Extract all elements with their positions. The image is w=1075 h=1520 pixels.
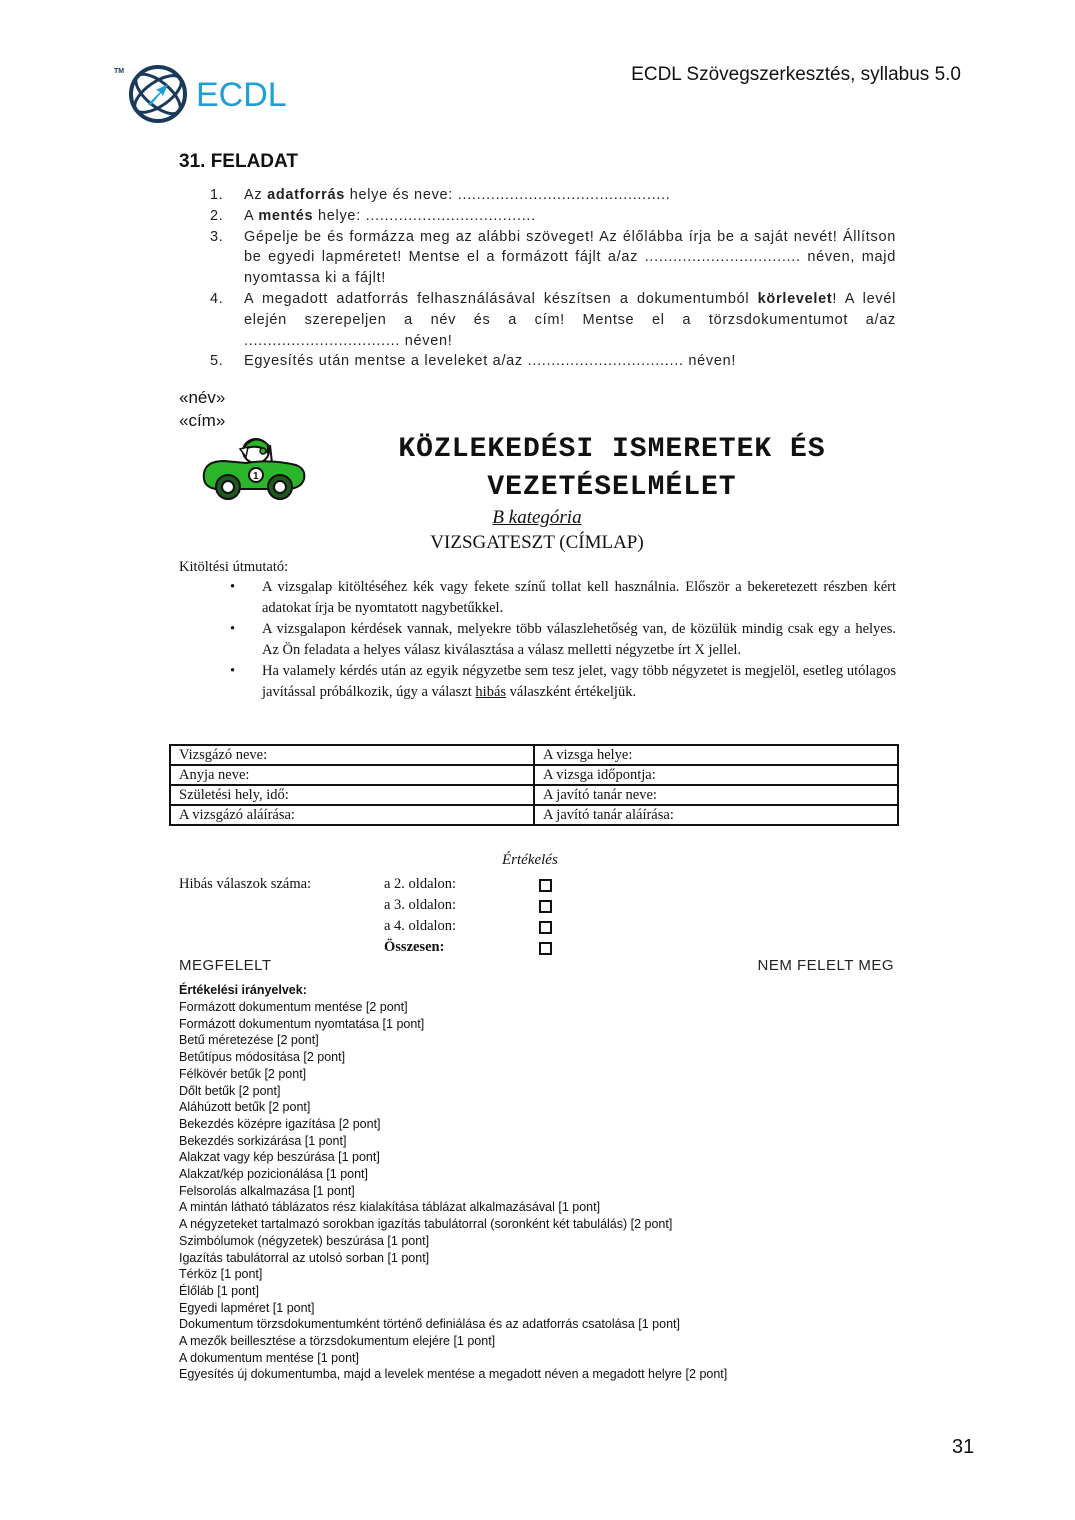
criteria-item: Alakzat vagy kép beszúrása [1 pont]: [179, 1150, 380, 1165]
evaluation-row: [179, 874, 779, 895]
checkbox-square-icon[interactable]: [539, 942, 552, 955]
page-label: a 4. oldalon:: [384, 918, 457, 934]
instruction-item: [228, 661, 896, 703]
table-cell: A vizsgázó aláírása:: [170, 805, 534, 825]
document-title: [362, 431, 862, 507]
criteria-item: Szimbólumok (négyzetek) beszúrása [1 pont]: [179, 1233, 430, 1248]
evaluation-title: Értékelés: [502, 852, 558, 868]
task-keyword: körlevelet: [757, 290, 833, 307]
instruction-text: válaszként értékeljük.: [506, 684, 637, 700]
checkbox-square-icon[interactable]: [539, 879, 552, 892]
instructions-label: Kitöltési útmutató:: [179, 559, 289, 575]
logo-text: ECDL: [196, 76, 287, 114]
page-label: a 3. oldalon:: [384, 897, 457, 913]
race-car-icon: [200, 433, 308, 501]
page-label: a 2. oldalon:: [384, 876, 457, 892]
task-item: [210, 227, 896, 289]
criteria-item: A mezők beillesztése a törzsdokumentum elejére [1 pont]: [179, 1334, 496, 1349]
table-cell: A javító tanár neve:: [534, 785, 898, 805]
instruction-text: A vizsgalapon kérdések vannak, melyekre több válaszlehetőség van, de közülük mindig csak egy a helyes. Az Ön feladata a helyes válasz kiválasztása a válasz melletti négyzetbe írt X jellel.: [262, 621, 896, 658]
svg-text:1: 1: [253, 471, 259, 482]
trademark-mark: TM: [114, 68, 125, 75]
category-label: B kategória: [492, 507, 582, 528]
exam-info-table: [169, 744, 899, 826]
table-row: [170, 805, 898, 825]
criteria-item: Bekezdés sorkizárása [1 pont]: [179, 1133, 347, 1148]
table-cell: Vizsgázó neve:: [170, 745, 534, 765]
table-cell: Születési hely, idő:: [170, 785, 534, 805]
criteria-item: A négyzeteket tartalmazó sorokban igazítás tabulátorral (soronként két tabulálás) [2 pont]: [179, 1217, 673, 1232]
checkbox-square-icon[interactable]: [539, 921, 552, 934]
table-cell: A vizsga helye:: [534, 745, 898, 765]
ecdl-globe-icon: [126, 64, 190, 124]
header-title: ECDL Szövegszerkesztés, syllabus 5.0: [631, 64, 961, 85]
task-text: A megadott adatforrás felhasználásával készítsen a dokumentumból: [244, 290, 758, 307]
pass-label: MEGFELELT: [179, 957, 272, 974]
task-text: Egyesítés után mentse a leveleket a/az ................................. néven!: [244, 353, 737, 370]
instruction-text: Ha valamely kérdés után az egyik négyzetbe sem tesz jelet, vagy több négyzetet is megjelöl, esetleg utólagos javítással próbálkozik, úgy a választ: [262, 663, 896, 700]
task-item: [210, 351, 896, 372]
criteria-item: Dőlt betűk [2 pont]: [179, 1083, 281, 1098]
exam-title: VIZSGATESZT (CÍMLAP): [430, 532, 644, 553]
criteria-item: Formázott dokumentum mentése [2 pont]: [179, 1000, 408, 1014]
document-title-line-1: KÖZLEKEDÉSI ISMERETEK ÉS: [398, 434, 826, 465]
criteria-item: Élőláb [1 pont]: [179, 1283, 259, 1298]
task-text: Gépelje be és formázza meg az alábbi szöveget! Az élőlábba írja be a saját nevét! Állítson be egyedi lapméretet! Mentse el a formázott fájlt a/az ................................. néven, majd nyomtassa ki a fájlt!: [244, 228, 896, 287]
instruction-item: [228, 577, 896, 619]
table-row: [170, 765, 898, 785]
checkbox-square-icon[interactable]: [539, 900, 552, 913]
evaluation-row: [179, 916, 779, 937]
criteria-item: Betű méretezése [2 pont]: [179, 1033, 319, 1048]
table-cell: Anyja neve:: [170, 765, 534, 785]
criteria-item: Félkövér betűk [2 pont]: [179, 1066, 307, 1081]
instructions-list: [228, 577, 896, 703]
task-text: helye: ....................................: [313, 207, 536, 224]
task-text: A: [244, 207, 259, 224]
task-keyword: mentés: [258, 207, 314, 224]
wrong-answers-label: Hibás válaszok száma:: [179, 876, 312, 892]
criteria-item: Igazítás tabulátorral az utolsó sorban [1 pont]: [179, 1250, 430, 1265]
task-number: 4.: [210, 290, 224, 307]
task-text: helye és neve: .............................................: [344, 187, 671, 203]
table-row: [170, 745, 898, 765]
task-keyword: adatforrás: [267, 187, 345, 203]
instruction-item: [228, 619, 896, 661]
merge-field-name: «név»: [179, 388, 226, 407]
table-cell: A javító tanár aláírása:: [534, 805, 898, 825]
criteria-item: Dokumentum törzsdokumentumként történő definiálása és az adatforrás csatolása [1 pont]: [179, 1317, 680, 1332]
task-list: [210, 185, 896, 372]
criteria-item: Térköz [1 pont]: [179, 1267, 263, 1282]
task-number: 1.: [210, 187, 224, 203]
instruction-underlined: hibás: [475, 684, 507, 700]
instruction-text: A vizsgalap kitöltéséhez kék vagy fekete színű tollat kell használnia. Először a bekeretezett részben kért adatokat írja be nyomtatott nagybetűkkel.: [262, 579, 896, 616]
criteria-item: A mintán látható táblázatos rész kialakítása táblázat alkalmazásával [1 pont]: [179, 1200, 601, 1215]
criteria-item: Egyesítés új dokumentumba, majd a levelek mentése a megadott néven a megadott helyre [2 pont]: [179, 1367, 728, 1382]
criteria-item: Aláhúzott betűk [2 pont]: [179, 1100, 311, 1115]
criteria-item: Bekezdés középre igazítása [2 pont]: [179, 1116, 381, 1131]
criteria-list: [179, 999, 727, 1383]
task-number: 3.: [210, 228, 224, 245]
task-number: 5.: [210, 353, 224, 370]
evaluation-rows: [179, 874, 779, 958]
page-number: 31: [952, 1436, 975, 1458]
task-item: [210, 289, 896, 351]
bullet-icon: •: [230, 663, 236, 679]
fail-label: NEM FELELT MEG: [757, 957, 894, 974]
criteria-item: Alakzat/kép pozicionálása [1 pont]: [179, 1167, 369, 1182]
task-number: 2.: [210, 207, 224, 224]
task-item: [210, 206, 896, 227]
ecdl-logo: [114, 64, 294, 124]
bullet-icon: •: [230, 621, 236, 637]
evaluation-row: [179, 895, 779, 916]
total-label: Összesen:: [384, 939, 445, 955]
evaluation-row: [179, 937, 779, 958]
criteria-title: Értékelési irányelvek:: [179, 983, 307, 997]
merge-field-address: «cím»: [179, 411, 226, 430]
task-item: [210, 185, 896, 206]
task-text: Az: [244, 187, 268, 203]
criteria-item: Betűtípus módosítása [2 pont]: [179, 1050, 346, 1065]
table-row: [170, 785, 898, 805]
bullet-icon: •: [230, 579, 236, 595]
merge-fields: [179, 386, 225, 432]
table-cell: A vizsga időpontja:: [534, 765, 898, 785]
criteria-item: Felsorolás alkalmazása [1 pont]: [179, 1183, 355, 1198]
criteria-item: Egyedi lapméret [1 pont]: [179, 1300, 315, 1315]
document-title-line-2: VEZETÉSELMÉLET: [487, 472, 737, 503]
criteria-item: Formázott dokumentum nyomtatása [1 pont]: [179, 1016, 425, 1031]
criteria-item: A dokumentum mentése [1 pont]: [179, 1350, 359, 1365]
task-title: 31. FELADAT: [179, 151, 298, 172]
task-text: ! A levél elején szerepeljen a név és a cím! Mentse el a törzsdokumentumot a/az ................................. néven!: [244, 290, 896, 349]
